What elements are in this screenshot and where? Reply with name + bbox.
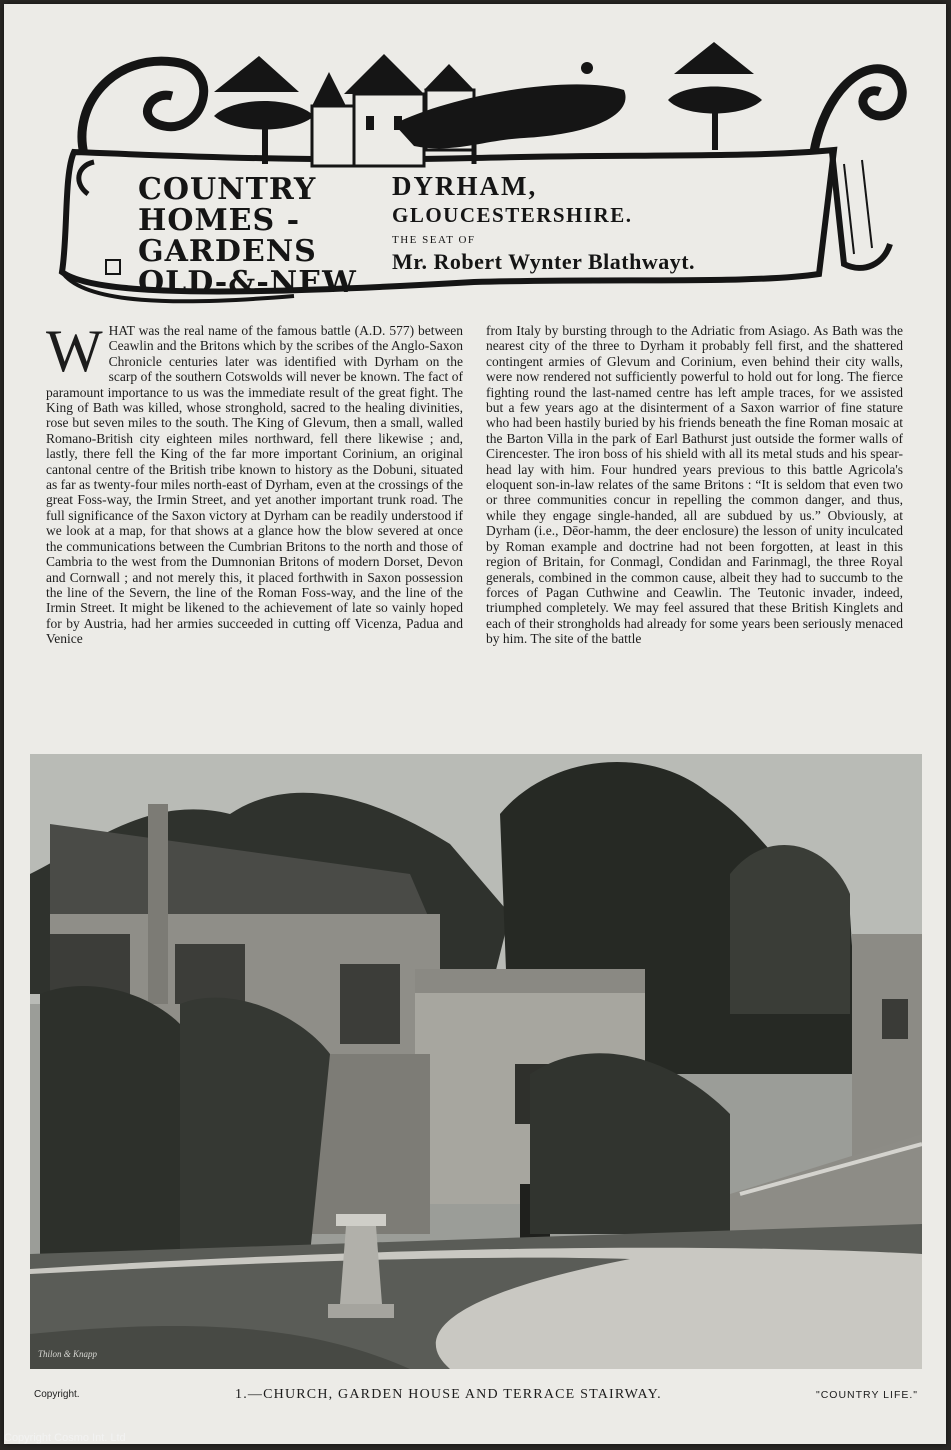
county-name: GLOUCESTERSHIRE. (392, 203, 633, 227)
garden-house-photograph (30, 754, 922, 1369)
photo-caption: 1.—CHURCH, GARDEN HOUSE AND TERRACE STAIRWAY. (235, 1387, 662, 1402)
series-title (138, 174, 368, 298)
right-column-text: from Italy by bursting through to the Adriatic from Asiago. As Bath was the nearest city of the three to Dyrham it probably fell first, and the shattered contingent armies of Glevum and Corinium, even behind their city walls, were now rendered not sufficiently powerful to hold out for long. The fierce fighting round the last-named centre has left ample traces, for we assisted but a few years ago at the disinterment of a Saxon warrior of fine stature who had been hastily buried by his friends beneath the fine Roman mosaic at the Barton Villa in the park of Earl Bathurst just outside the former walls of Cirencester. The iron boss of his shield with all its metal studs and his spear-head lay with him. Four hundred years previous to this battle Agricola's eloquent son-in-law relates of the same Britons : “It is seldom that even two or three communities concur in repelling the common danger, and thus, while they engage single-handed, all are subdued by us.” Obviously, at Dyrham (i.e., Dēor-hamm, the deer enclosure) the lesson of unity inculcated by Roman example and doctrine had not been forgotten, at least in this region of Britain, for Conmagl, Condidan and Farinmagl, the three Royal generals, combined in the common cause, albeit they had to succumb to the forces of Pagan Cuthwine and Ceawlin. The Teutonic invader, indeed, triumphed completely. We may feel assured that these British Kinglets and each of their strongholds had already for some years been seriously menaced by him. The site of the battle (486, 323, 903, 647)
magazine-page (4, 4, 946, 1444)
series-line-1: COUNTRY (138, 172, 317, 207)
owner-name: Mr. Robert Wynter Blathwayt. (392, 249, 696, 274)
publication-credit: "COUNTRY LIFE." (816, 1389, 918, 1401)
article-column-left (46, 318, 463, 647)
drop-cap: W (46, 318, 103, 384)
copyright-label: Copyright. (34, 1389, 80, 1400)
photo-illustration (30, 754, 922, 1369)
engraver-credit: Thilon & Knapp (38, 1349, 98, 1359)
seat-of-label: THE SEAT OF (392, 234, 476, 246)
masthead (54, 34, 916, 309)
left-column-text: HAT was the real name of the famous battle (A.D. 577) between Ceawlin and the Britons which by the scribes of the Anglo-Saxon Chronicle centuries later was identified with Dyrham on the scarp of the southern Cotswolds will never be known. The fact of paramount importance to us was the immediate result of the great fight. The King of Bath was killed, whose stronghold, sacred to the healing divinities, rose but seven miles to the south. The King of Glevum, then a small, walled Romano-British city eighteen miles northward, fell there likewise ; and, lastly, there fell the King of the far more important Corinium, an original cantonal centre of the British tribe known to history as the Dobuni, situated as far as twenty-four miles north-east of Dyrham, even at the crossings of the great Foss-way, the Irmin Street, and yet another important trunk road. The full significance of the Saxon victory at Dyrham can be readily understood if we look at a map, for that shows at a glance how the blow severed at once the communications between the Cumbrian Britons to the north and those of Cambria to the west from the Dumnonian Britons of modern Dorset, Devon and Cornwall ; and not merely this, it placed forthwith in Saxon possession the line of the Severn, the line of the Roman Foss-way, and the line of the Irmin Street. It might be likened to the achievement of late so vainly hoped for by Austria, had her armies succeeded in cutting off Vicenza, Padua and Venice (46, 323, 463, 647)
article-heading (392, 171, 832, 275)
watermark: Copyright Cosmo Int. Ltd (4, 1432, 126, 1444)
series-line-3: GARDENS (138, 234, 317, 269)
place-name: DYRHAM, (392, 171, 538, 201)
series-line-4: OLD-&-NEW (138, 265, 357, 300)
photo-caption-row (30, 1387, 922, 1409)
series-line-2: HOMES - (138, 203, 301, 238)
article-column-right (486, 323, 903, 647)
